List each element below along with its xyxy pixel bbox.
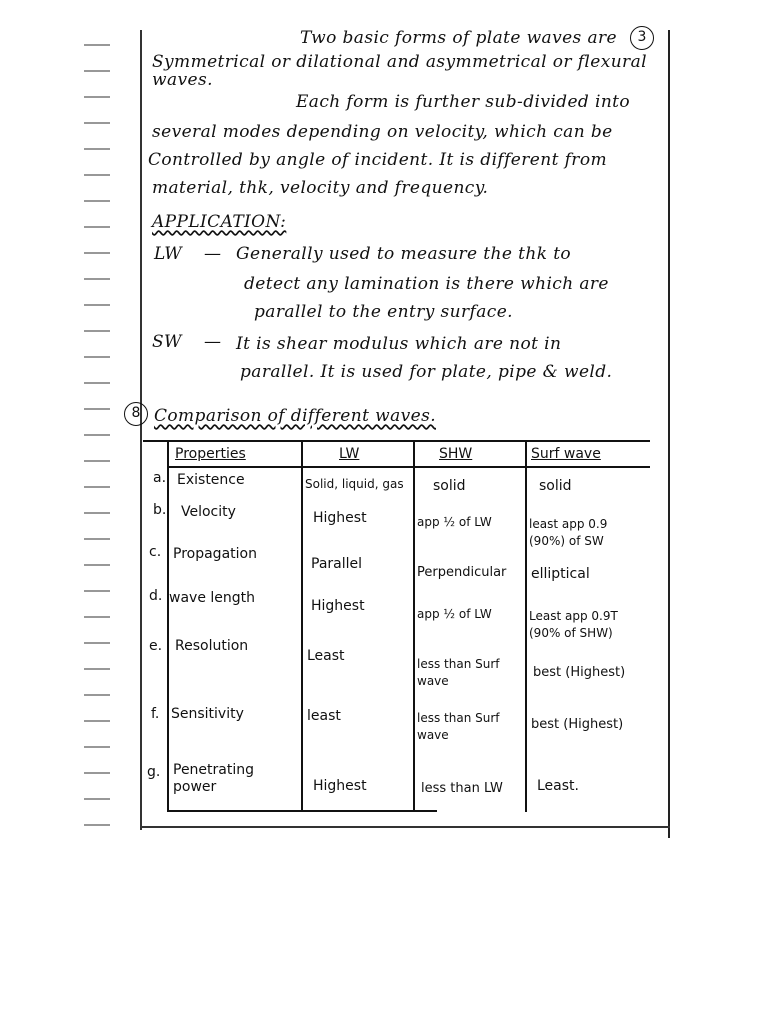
row-b-property: Velocity [181,504,236,520]
intro-line-1: Two basic forms of plate waves are [300,28,618,48]
page-bottom-edge [140,826,670,828]
comparison-heading: Comparison of different waves. [154,406,436,426]
row-a-property: Existence [177,472,245,488]
lw-line-2: detect any lamination is there which are [244,274,609,294]
row-c-shw: Perpendicular [417,565,507,580]
row-b-lw: Highest [313,510,367,526]
intro-line-4: Each form is further sub-divided into [296,92,631,112]
row-b-surf: least app 0.9 (90%) of SW [529,517,608,548]
lw-line-3: parallel to the entry surface. [254,302,513,322]
notebook-spine [84,30,110,830]
row-c-letter: c. [149,544,162,560]
intro-line-5: several modes depending on velocity, which can be [152,122,613,142]
row-f-shw: less than Surf wave [417,711,500,742]
intro-line-7: material, thk, velocity and frequency. [152,178,489,198]
row-c-surf: elliptical [531,566,590,582]
row-f-surf: best (Highest) [531,717,624,732]
row-a-lw: Solid, liquid, gas [305,477,404,491]
row-d-surf: Least app 0.9T (90% of SHW) [529,609,618,640]
intro-line-2: Symmetrical or dilational and asymmetrical or flexural [152,52,647,72]
header-properties: Properties [175,446,246,462]
table-header-rule [167,466,650,468]
header-surf-wave: Surf wave [531,446,601,462]
intro-line-6: Controlled by angle of incident. It is different from [148,150,607,170]
page-right-edge [668,30,670,838]
comparison-table [143,440,650,812]
table-col-rule-2 [301,440,303,812]
application-heading: APPLICATION: [152,212,287,232]
row-d-shw: app ½ of LW [417,607,492,621]
lw-label: LW [154,244,183,264]
section-number: 8 [124,402,148,426]
sw-dash: — [204,332,222,352]
row-e-property: Resolution [175,638,249,654]
lw-dash: — [204,244,222,264]
row-b-letter: b. [153,502,167,518]
row-g-property: Penetrating power [173,762,255,795]
row-f-letter: f. [151,706,160,722]
margin-line [140,30,142,830]
sw-line-1: It is shear modulus which are not in [236,334,562,354]
table-top-rule [143,440,650,442]
intro-line-3: waves. [152,70,213,90]
row-d-property: wave length [169,590,256,606]
row-e-letter: e. [149,638,163,654]
row-b-shw: app ½ of LW [417,515,492,529]
header-lw: LW [339,446,360,462]
row-g-surf: Least. [537,778,579,794]
row-a-surf: solid [539,478,572,494]
row-e-lw: Least [307,648,345,664]
lw-line-1: Generally used to measure the thk to [236,244,572,264]
row-e-shw: less than Surf wave [417,657,500,688]
row-g-lw: Highest [313,778,367,794]
row-a-letter: a. [153,470,167,486]
row-d-letter: d. [149,588,163,604]
sw-label: SW [152,332,182,352]
table-col-rule-1 [167,440,169,812]
row-g-shw: less than LW [421,781,503,796]
row-a-shw: solid [433,478,466,494]
table-col-rule-3 [413,440,415,812]
header-shw: SHW [439,446,473,462]
row-f-lw: least [307,708,341,724]
row-f-property: Sensitivity [171,706,244,722]
table-col-rule-4 [525,440,527,812]
row-e-surf: best (Highest) [533,665,626,680]
sw-line-2: parallel. It is used for plate, pipe & weld. [240,362,613,382]
row-g-letter: g. [147,764,161,780]
row-c-property: Propagation [173,546,257,562]
row-d-lw: Highest [311,598,365,614]
page-number: 3 [630,26,654,50]
row-c-lw: Parallel [311,556,363,572]
